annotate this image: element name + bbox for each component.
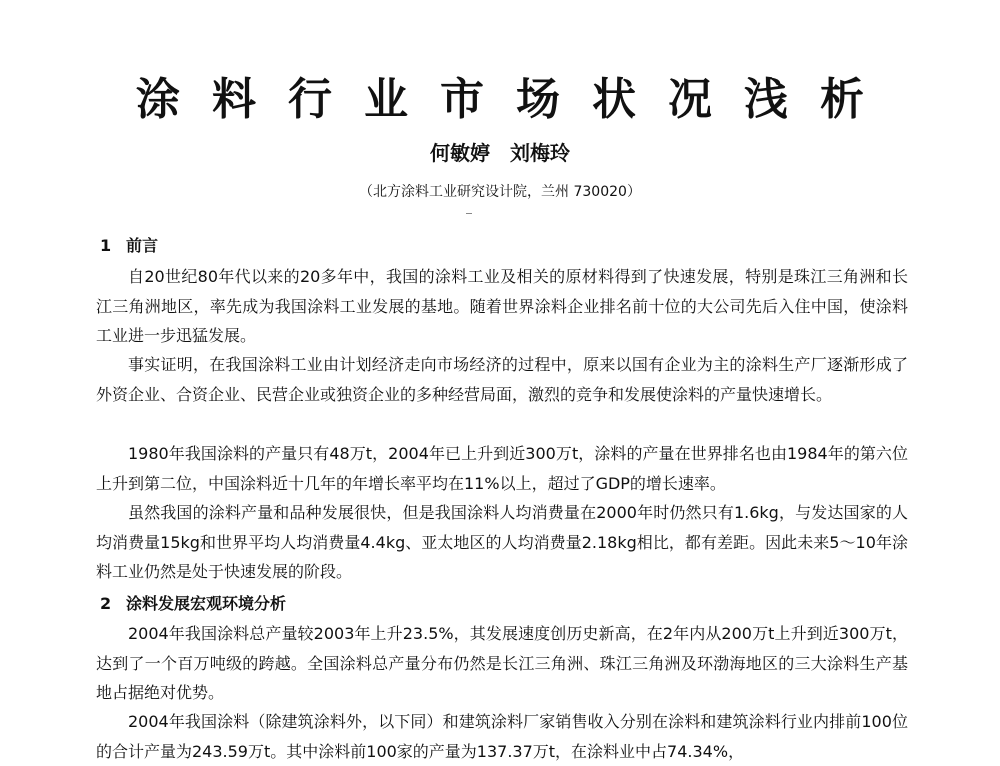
paragraph: 自20世纪80年代以来的20多年中，我国的涂料工业及相关的原材料得到了快速发展，特别是珠江三角洲和长江三角洲地区，率先成为我国涂料工业发展的基地。随着世界涂料企业排名前十位的大公司先后入住中国，使涂料工业进一步迅猛发展。 (96, 267, 908, 345)
paragraph: 1980年我国涂料的产量只有48万t，2004年已上升到近300万t，涂料的产量在世界排名也由1984年的第六位上升到第二位，中国涂料近十几年的年增长率平均在11%以上，超过了GDP的增长速率。 (96, 444, 908, 493)
paragraph: 虽然我国的涂料产量和品种发展很快，但是我国涂料人均消费量在2000年时仍然只有1.6kg，与发达国家的人均消费量15kg和世界平均人均消费量4.4kg、亚太地区的人均消费量2.18kg相比，都有差距。因此未来5～10年涂料工业仍然是处于快速发展的阶段。 (96, 503, 908, 581)
section-title: 涂料发展宏观环境分析 (126, 594, 287, 613)
paper-authors: 何敏婷 刘梅玲 (430, 141, 570, 165)
section-number: 1 (100, 236, 112, 255)
paragraph: 2004年我国涂料总产量较2003年上升23.5%，其发展速度创历史新高，在2年内从200万t上升到近300万t，达到了一个百万吨级的跨越。全国涂料总产量分布仍然是长江三角洲、珠江三角洲及环渤海地区的三大涂料生产基地占据绝对优势。 (96, 624, 908, 702)
paragraph: 事实证明，在我国涂料工业由计划经济走向市场经济的过程中，原来以国有企业为主的涂料生产厂逐渐形成了外资企业、合资企业、民营企业或独资企业的多种经营局面，激烈的竞争和发展使涂料的产量快速增长。 (96, 355, 908, 404)
section-heading-1 (100, 233, 920, 259)
paper-affiliation: （北方涂料工业研究设计院，兰州 730020） (359, 184, 641, 200)
paragraph: 2004年我国涂料（除建筑涂料外，以下同）和建筑涂料厂家销售收入分别在涂料和建筑涂料行业内排前100位的合计产量为243.59万t。其中涂料前100家的产量为137.37万t，在涂料业中占74.34%， (96, 712, 908, 761)
section-number: 2 (100, 594, 112, 613)
section-heading-2 (100, 591, 920, 617)
section-title: 前言 (126, 236, 159, 255)
scan-mark (466, 213, 472, 214)
paper-title: 涂料行业市场状况浅析 (136, 74, 896, 125)
